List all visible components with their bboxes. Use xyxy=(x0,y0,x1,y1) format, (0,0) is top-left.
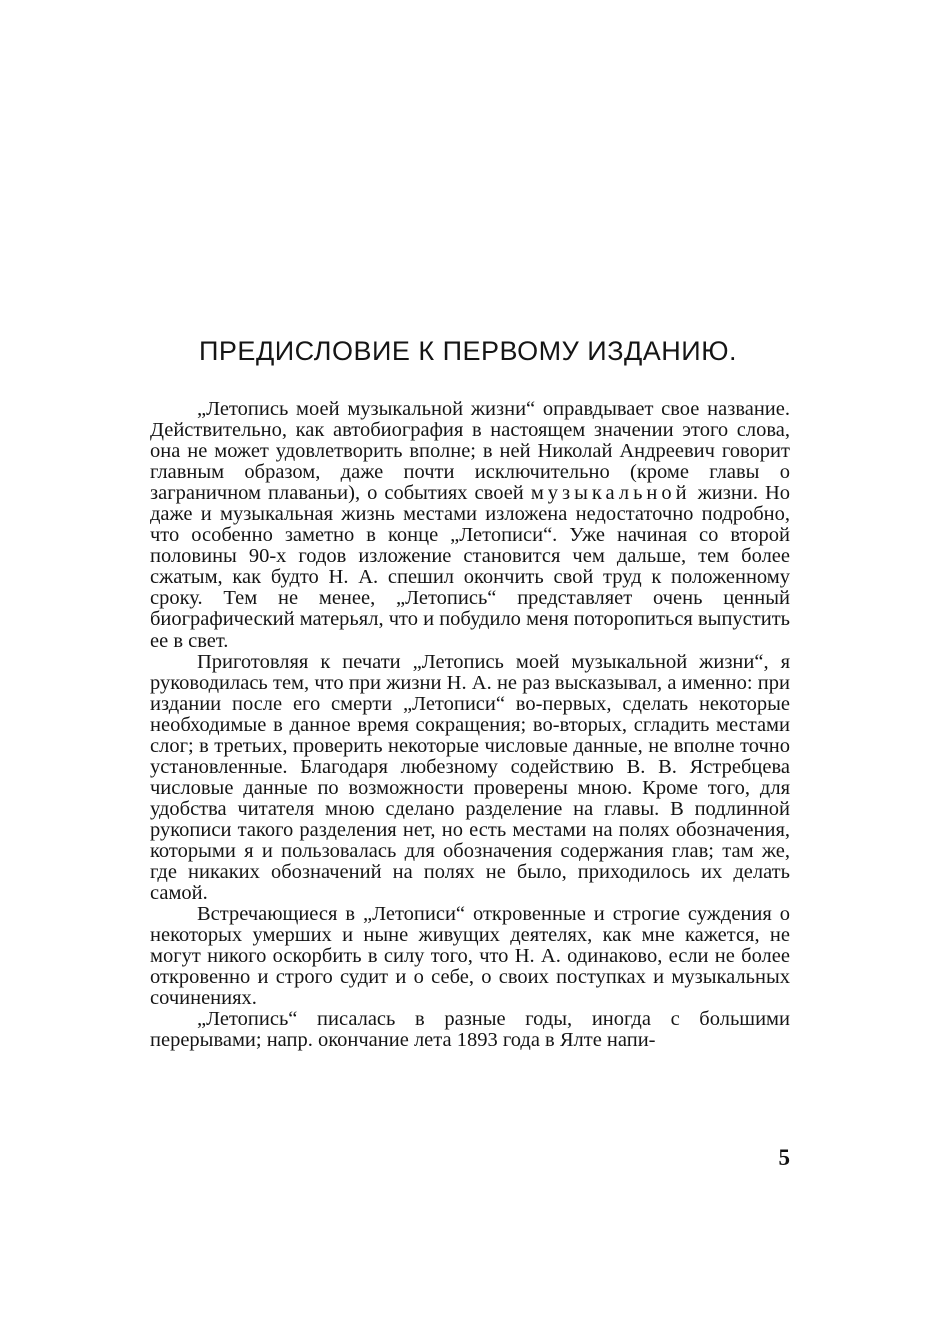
paragraph-3: Встречающиеся в „Летописи“ откровенные и строгие суждения о некоторых умерших и ныне живущих деятелях, как мне кажется, не могут никого оскорбить в силу того, что Н. А. одинаково, если не более откровенно и строго судит и о себе, о своих поступках и музыкальных сочинениях. xyxy=(150,903,790,1010)
paragraph-1-text-after: жизни. Но даже и музыкальная жизнь местами изложена недостаточно подробно, что особенно заметно в конце „Летописи“. Уже начиная со второй половины 90-х годов изложение становится чем дальше, тем более сжатым, как будто Н. А. спешил окончить свой труд к положенному сроку. Тем не менее, „Летопись“ представляет очень ценный биографический матерьял, что и побудило меня поторопиться выпустить ее в свет. xyxy=(150,482,791,652)
body-text xyxy=(150,399,790,1051)
paragraph-4: „Летопись“ писалась в разные годы, иногда с большими перерывами; напр. окончание лета 1893 года в Ялте напи- xyxy=(150,1008,790,1052)
paragraph-1-text-before: „Летопись моей музыкальной жизни“ оправдывает свое название. Действительно, как автобиография в настоящем значении этого слова, она не может удовлетворить вполне; в ней Николай Андреевич говорит главным образом, даже почти исключительно (кроме главы о заграничном плаваньи), о событиях своей xyxy=(150,398,790,505)
page-number: 5 xyxy=(778,1145,790,1170)
paragraph-1 xyxy=(150,399,790,652)
paragraph-2: Приготовляя к печати „Летопись моей музыкальной жизни“, я руководилась тем, что при жизни Н. А. не раз высказывал, а именно: при издании после его смерти „Летописи“ во-первых, сделать некоторые необходимые в данное время сокращения; во-вторых, сгладить местами слог; в третьих, проверить некоторые числовые данные, не вполне точно установленные. Благодаря любезному содействию В. В. Ястребцева числовые данные по возможности проверены мною. Кроме того, для удобства читателя мною сделано разделение на главы. В подлинной рукописи такого разделения нет, но есть местами на полях обозначения, которыми я и пользовалась для обозначения содержания глав; там же, где никаких обозначений на полях не было, приходилось их делать самой. xyxy=(150,650,790,905)
page-title: ПРЕДИСЛОВИЕ К ПЕРВОМУ ИЗДАНИЮ. xyxy=(199,336,737,366)
paragraph-1-emphasis: музыкальной xyxy=(530,482,691,505)
